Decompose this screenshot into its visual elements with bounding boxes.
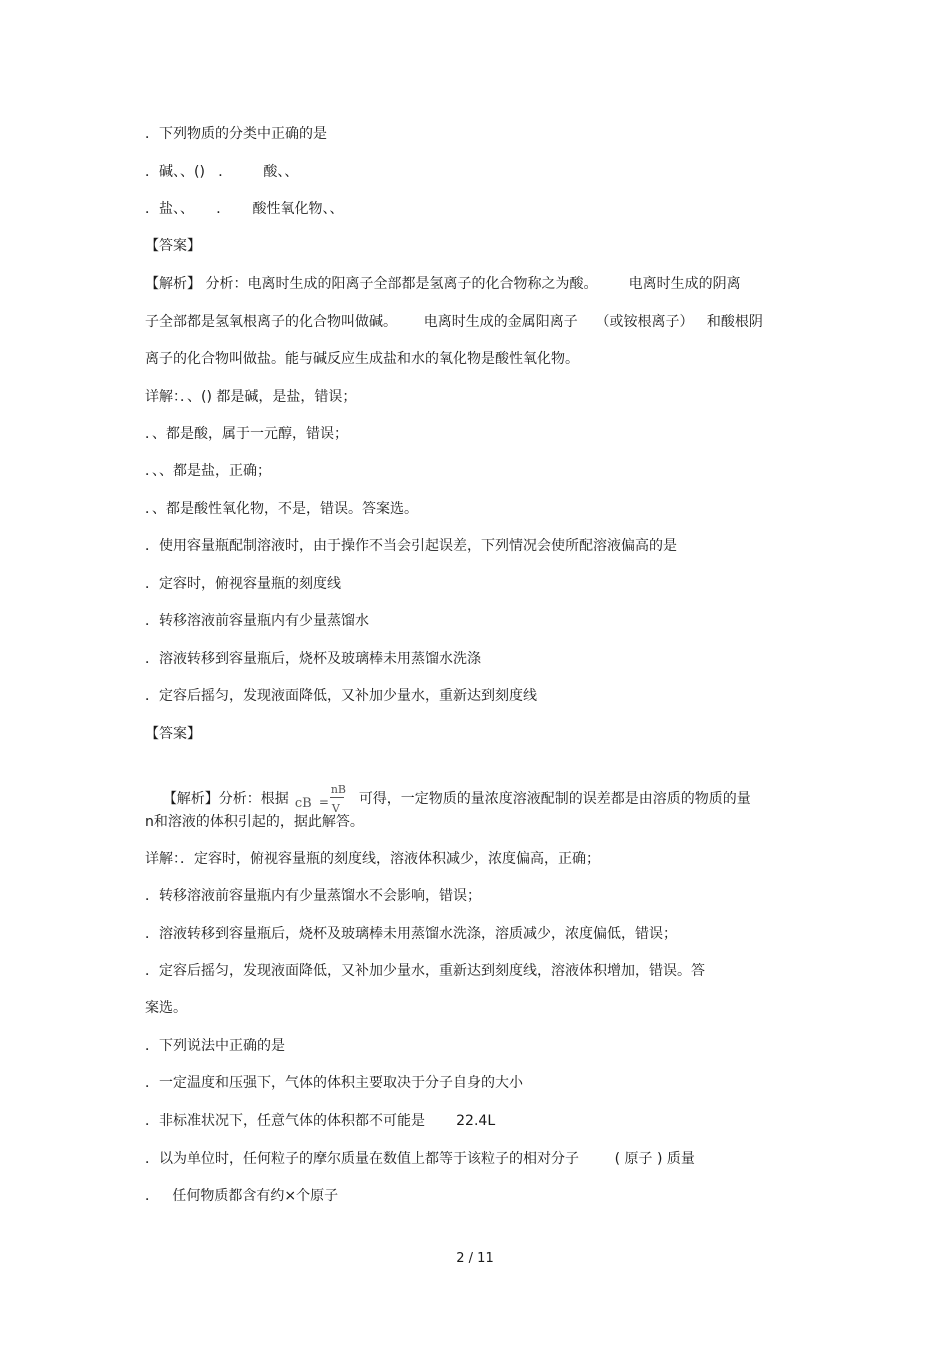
question-2-option-b: ．转移溶液前容量瓶内有少量蒸馏水: [145, 613, 369, 629]
detail-2-line-1: 详解：．定容时，俯视容量瓶的刻度线，溶液体积减少，浓度偏高，正确；: [145, 851, 600, 867]
question-3-option-d: ． 任何物质都含有约×个原子: [145, 1188, 339, 1204]
question-2-stem: ．使用容量瓶配制溶液时，由于操作不当会引起误差，下列情况会使所配溶液偏高的是: [145, 538, 677, 554]
detail-1-line-2: ．、都是酸，属于一元醇，错误；: [145, 426, 348, 442]
analysis-2-suffix: 可得，一定物质的量浓度溶液配制的误差都是由溶质的物质的量: [358, 791, 751, 807]
detail-1-line-3: ．、、都是盐，正确；: [145, 463, 271, 479]
detail-2-line-4: ．定容后摇匀，发现液面降低，又补加少量水，重新达到刻度线，溶液体积增加，错误。答: [145, 963, 705, 979]
detail-2-line-2: ．转移溶液前容量瓶内有少量蒸馏水不会影响，错误；: [145, 888, 481, 904]
concentration-formula: [295, 782, 357, 816]
page-number: 2 / 11: [456, 1251, 494, 1266]
analysis-1-line-3: 离子的化合物叫做盐。能与碱反应生成盐和水的氧化物是酸性氧化物。: [145, 351, 579, 367]
analysis-2-line-2: n和溶液的体积引起的，据此解答。: [145, 814, 364, 830]
fraction-bar: [330, 797, 344, 798]
analysis-1-line-2: 子全部都是氢氧根离子的化合物叫做碱。 电离时生成的金属阳离子 （或铵根离子） 和酸根阴: [145, 314, 763, 330]
answer-heading-1: 【答案】: [145, 238, 201, 254]
question-3-option-a: ．一定温度和压强下，气体的体积主要取决于分子自身的大小: [145, 1075, 523, 1091]
detail-2-line-5: 案选。: [145, 1000, 187, 1016]
formula-lhs: cB: [294, 796, 312, 811]
detail-1-line-1: 详解：．、() 都是碱，是盐，错误；: [145, 389, 357, 405]
answer-heading-2: 【答案】: [145, 726, 201, 742]
detail-2-line-3: ．溶液转移到容量瓶后，烧杯及玻璃棒未用蒸馏水洗涤，溶质减少，浓度偏低，错误；: [145, 926, 677, 942]
question-3-stem: ．下列说法中正确的是: [145, 1038, 285, 1054]
question-3-option-c: ．以为单位时，任何粒子的摩尔质量在数值上都等于该粒子的相对分子 ( 原子 ) 质量: [145, 1151, 695, 1167]
formula-denominator: V: [331, 802, 340, 815]
question-3-option-b: ．非标准状况下，任意气体的体积都不可能是 22.4L: [145, 1113, 496, 1129]
question-2-option-d: ．定容后摇匀，发现液面降低，又补加少量水，重新达到刻度线: [145, 688, 537, 704]
formula-equals: =: [318, 795, 329, 809]
formula-numerator: nB: [330, 783, 346, 796]
question-1-options-cd: ．盐、、 ． 酸性氧化物、、: [145, 201, 344, 217]
analysis-2-prefix: 【解析】分析：根据: [162, 791, 289, 807]
question-2-option-a: ．定容时，俯视容量瓶的刻度线: [145, 576, 341, 592]
question-2-option-c: ．溶液转移到容量瓶后，烧杯及玻璃棒未用蒸馏水洗涤: [145, 651, 481, 667]
analysis-1-line-1: 【解析】 分析：电离时生成的阳离子全部都是氢离子的化合物称之为酸。 电离时生成的阴离: [145, 276, 741, 292]
question-1-options-ab: ．碱、、() ． 酸、、: [145, 164, 299, 180]
question-1-stem: ．下列物质的分类中正确的是: [145, 126, 327, 142]
detail-1-line-4: ．、都是酸性氧化物，不是，错误。答案选。: [145, 501, 418, 517]
